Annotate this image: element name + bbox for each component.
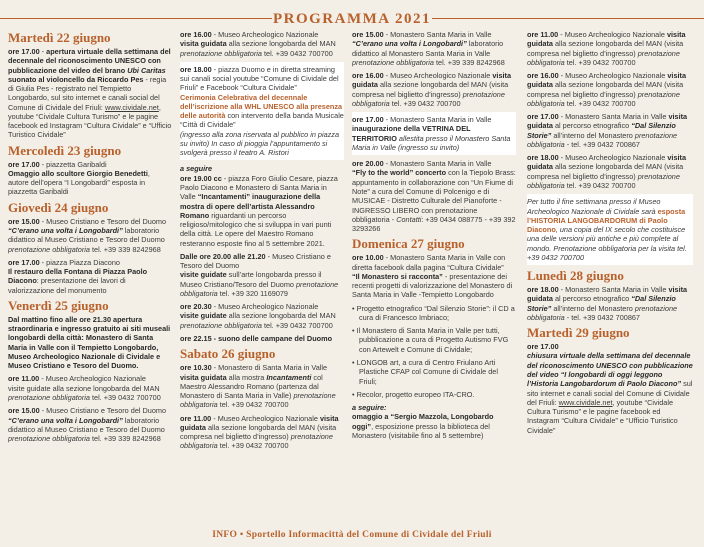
event-entry: ore 11.00 - Museo Archeologico Nazionale visita guidata alla sezione longobarda del MAN (visita compresa nel biglietto d’ingresso) prenotazione obbligatoria tel. +39 0432 700700 — [180, 413, 339, 451]
event-entry: ore 15.00 - Monastero Santa Maria in Valle “C’erano una volta i Longobardi” laboratorio didattico al Monastero Santa Maria in Valle prenotazione obbligatoria tel. +39 339 8242968 — [352, 30, 505, 67]
header-rule-right — [432, 18, 704, 19]
event-entry: ore 17.00 - piazza Piazza Diacono Il restauro della Fontana di Piazza Paolo Diacono: presentazione dei lavori di valorizzazione del monumento — [8, 257, 148, 295]
highlight-event: ore 18.00 - piazza Duomo e in diretta streaming sui canali social youtube “Comune di Cividale del Friuli” e Facebook “Cultura Cividale” Cerimonia Celebrativa del decennale dell’iscrizione alla WHL UNESCO alla presenza delle autorità con intervento della banda Musicale “Città di Cividale” (ingresso alla zona riservata al pubblico in piazza su invito) In caso di pioggia l’appuntamento si svolgerà presso il teatro A. Ristori — [180, 62, 344, 161]
event-entry: ore 16.00 - Museo Archeologico Nazionale visita guidata alla sezione longobarda del MAN prenotazione obbligatoria tel. +39 0432 700700 — [180, 30, 336, 58]
program-column-4 — [527, 30, 693, 524]
event-entry: Dalle ore 20.00 alle 21.20 - Museo Cristiano e Tesoro del Duomo visite guidate sull’arte longobarda presso il Museo Cristiano/Tesoro del Duomo prenotazione obbligatoria tel. +39 320 1169079 — [180, 251, 339, 298]
bullet-item: • Progetto etnografico “Dal Silenzio Storie”: il CD a cura di Francesco Imbriaco; — [352, 303, 515, 322]
event-entry: a seguire: omaggio a “Sergio Mazzola, Longobardo oggi”, esposizione presso la biblioteca del Monastero (visitabile fino al 5 settembre) — [352, 403, 494, 440]
event-entry: ore 18.00 - Museo Archeologico Nazionale visita guidata alla sezione longobarda del MAN (visita compresa nel biglietto d’ingresso) prenotazione obbligatoria tel. +39 0432 700700 — [527, 153, 687, 190]
program-header — [0, 10, 704, 26]
info-footer: INFO • Sportello Informacittà del Comune di Cividale del Friuli — [212, 530, 492, 540]
event-entry: ore 22.15 - suono delle campane del Duomo — [180, 333, 333, 343]
event-entry: ore 15.00 - Museo Cristiano e Tesoro del Duomo “C’erano una volta i Longobardi” laboratorio didattico al Museo Cristiano e Tesoro del Duomo prenotazione obbligatoria tel. +39 339 8242968 — [8, 216, 167, 254]
event-entry: ore 10.30 - Monastero di Santa Maria in Valle visita guidata alla mostra Incantamenti col Maestro Alessandro Romano (partenza dal Monastero di Santa Maria in Valle) prenotazione obbligatoria tel. +39 0432 700700 — [180, 363, 336, 410]
event-entry: ore 10.00 - Monastero Santa Maria in Valle con diretta facebook dalla pagina “Cultura Cividale” “Il Monastero si racconta” - presentazione dei recenti progetti di valorizzazione del Monastero di Santa Maria in Valle -Tempietto Longobardo — [352, 253, 513, 300]
day-heading: Domenica 27 giugno — [352, 236, 465, 252]
day-heading: Mercoledì 23 giugno — [8, 142, 122, 158]
highlight-event: ore 17.00 - Monastero Santa Maria in Valle inaugurazione della VETRINA DEL TERRITORIO allestita presso il Monastero Santa Maria in Valle (ingresso su invito) — [352, 112, 516, 155]
event-entry: Dal mattino fino alle ore 21.30 apertura straordinaria e ingresso gratuito ai siti museali longobardi della città: Monastero di Santa Maria in Valle con il Tempietto Longobardo, Museo Archeologico Nazionale di Cividale e Museo Cristiano e Tesoro del Duomo. — [8, 314, 171, 371]
website-link[interactable]: www.cividale.net — [558, 397, 613, 407]
event-entry: ore 16.00 - Museo Archeologico Nazionale visita guidata alla sezione longobarda del MAN (visita compresa nel biglietto d’ingresso) prenotazione obbligatoria tel. +39 0432 700700 — [352, 71, 512, 108]
event-entry: ore 17.00 - piazzetta Garibaldi Omaggio allo scultore Giorgio Benedetti, autore dell’opera “I Longobardi” esposta in piazzetta Garibaldi — [8, 159, 150, 197]
program-column-2 — [180, 30, 344, 524]
event-entry: ore 20.00 - Monastero Santa Maria in Valle “Fly to the world” concerto con la Tiepolo Brass: appuntamento in collaborazione con “Un Fiume di Note” a cura del Comune di Polcenigo e di MUSICAE - Distretto Culturale del Pianoforte - INGRESSO LIBERO con prenotazione obbligatoria - Contatti: +39 0434 088775 - +39 392 3293266 — [352, 159, 516, 234]
day-heading: Martedì 22 giugno — [8, 30, 111, 45]
program-column-1 — [8, 30, 172, 524]
day-heading: Giovedì 24 giugno — [8, 199, 109, 215]
website-link[interactable]: www.cividale.net — [104, 102, 159, 112]
bullet-item: • Il Monastero di Santa Maria in Valle per tutti, pubblicazione a cura di Progetto Autismo FVG con Artewelt e Comune di Cividale; — [352, 326, 509, 354]
highlight-event: Per tutto il fine settimana presso il Museo Archeologico Nazionale di Cividale sarà esposta l’HISTORIA LANGOBARDORUM di Paolo Diacono, una copia del IX secolo che costituisce una delle versioni più antiche e più complete al mondo. Prenotazione obbligatoria per la visita tel. +39 0432 700700 — [527, 194, 693, 265]
event-entry: ore 18.00 - Monastero Santa Maria in Valle visita guidata al percorso etnografico “Dal Silenzio Storie” all’interno del Monastero prenotazione obbligatoria - tel. +39 0432 700867 — [527, 285, 688, 322]
day-heading: Lunedì 28 giugno — [527, 268, 624, 284]
event-entry: ore 20.30 - Museo Archeologico Nazionale visite guidate alla sezione longobarda del MAN prenotazione obbligatoria tel. +39 0432 700700 — [180, 302, 336, 330]
day-heading: Sabato 26 giugno — [180, 346, 276, 362]
bullet-item: • Recolor, progetto europeo ITA-CRO. — [352, 389, 475, 399]
day-heading: Venerdì 25 giugno — [8, 297, 109, 313]
event-entry: ore 17.00 - apertura virtuale della settimana del decennale del riconoscimento UNESCO con pubblicazione del video del brano Ubi Caritas suonato al violoncello da Riccardo Pes - regia di Giulia Pes - registrato nel Tempietto Longobardo, sul sito internet e canali social del Comune di Cividale del Friuli: www.cividale.net, youtube “Cividale Cultura Turismo” e le pagine facebook ed Instagram “Cultura Cividale” e “Ufficio Turistico Cividale” — [8, 47, 172, 140]
event-entry: ore 17.00 chiusura virtuale della settimana del decennale del riconoscimento UNESCO con pubblicazione del video “I longobardi di oggi leggono l’Historia Langobardorum di Paolo Diacono” sul sito internet e canali social del Comune di Cividale del Friuli: www.cividale.net, youtube “Cividale Cultura Turismo” e le pagine facebook ed Instagram “Cultura Cividale” e “Ufficio Turistico Cividale” — [527, 342, 693, 435]
event-entry: ore 17.00 - Monastero Santa Maria in Valle visita guidata al percorso etnografico “Dal Silenzio Storie” all’interno del Monastero prenotazione obbligatoria - tel. +39 0432 700867 — [527, 112, 688, 149]
day-heading: Martedì 29 giugno — [527, 325, 630, 341]
event-entry: ore 15.00 - Museo Cristiano e Tesoro del Duomo “C’erano una volta i Longobardi” laboratorio didattico al Museo Cristiano e Tesoro del Duomo prenotazione obbligatoria tel. +39 339 8242968 — [8, 406, 167, 444]
event-entry: ore 11.00 - Museo Archeologico Nazionale visite guidate alla sezione longobarda del MAN prenotazione obbligatoria tel. +39 0432 700700 — [8, 374, 161, 402]
event-entry: a seguire ore 19.00 cc - piazza Foro Giulio Cesare, piazza Paolo Diacono e Monastero di Santa Maria in Valle “Incantamenti” inaugurazione della mostra di opere dell’artista Alessandro Romano riguardanti un percorso religioso/mitologico che si sviluppa in vari punti della città. Le opere del Maestro Romano resteranno esposte fino al 5 settembre 2021. — [180, 164, 338, 248]
event-entry: ore 16.00 - Museo Archeologico Nazionale visita guidata alla sezione longobarda del MAN (visita compresa nel biglietto d’ingresso) prenotazione obbligatoria tel. +39 0432 700700 — [527, 71, 687, 108]
event-entry: ore 11.00 - Museo Archeologico Nazionale visita guidata alla sezione longobarda del MAN (visita compresa nel biglietto d’ingresso) prenotazione obbligatoria tel. +39 0432 700700 — [527, 30, 686, 67]
program-column-3 — [352, 30, 516, 524]
program-title: PROGRAMMA 2021 — [272, 11, 432, 27]
bullet-item: • LONGOB art, a cura di Centro Friulano Arti Plastiche CFAP col Comune di Cividale del Friuli; — [352, 357, 498, 386]
